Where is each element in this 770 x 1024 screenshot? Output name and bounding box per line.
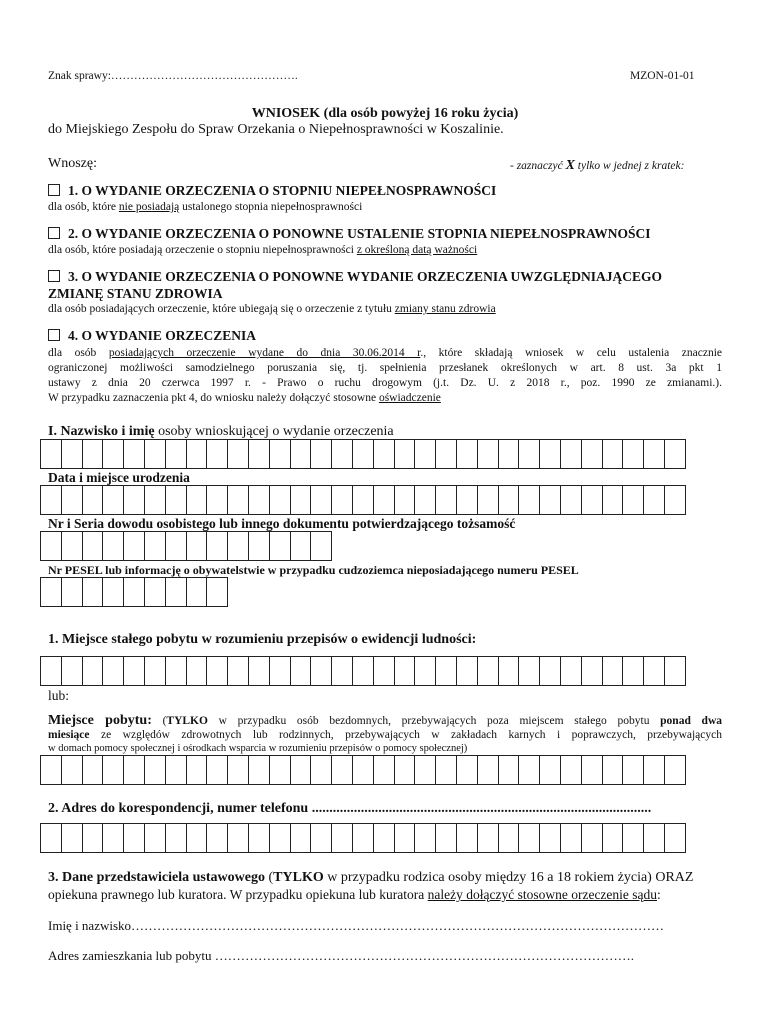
input-cell[interactable] xyxy=(82,755,104,785)
input-cell[interactable] xyxy=(435,823,457,853)
input-cell[interactable] xyxy=(310,656,332,686)
request-label: Wnoszę: xyxy=(48,156,97,171)
input-cell[interactable] xyxy=(602,755,624,785)
rep-text: opiekuna prawnego lub kuratora. W przypadku opiekuna lub kuratora xyxy=(48,887,428,902)
input-cell[interactable] xyxy=(102,755,124,785)
input-cell[interactable] xyxy=(186,823,208,853)
desc-text: ., które składają wniosek w celu ustalenia znacznie xyxy=(420,347,723,359)
input-cell[interactable] xyxy=(373,656,395,686)
input-cell[interactable] xyxy=(186,656,208,686)
input-cell[interactable] xyxy=(82,656,104,686)
desc-underlined: posiadających orzeczenie wydane do dnia 30.06.2014 r xyxy=(108,347,421,359)
input-cell[interactable] xyxy=(498,439,520,469)
desc-text: W przypadku zaznaczenia pkt 4, do wniosku należy dołączyć stosowne xyxy=(48,392,379,404)
input-cell[interactable] xyxy=(664,656,686,686)
input-cell[interactable] xyxy=(456,656,478,686)
desc-underlined: z określoną datą ważności xyxy=(356,244,478,256)
input-cell[interactable] xyxy=(331,656,353,686)
input-cell[interactable] xyxy=(227,439,249,469)
input-cell[interactable] xyxy=(414,439,436,469)
input-cell[interactable] xyxy=(394,755,416,785)
input-cell[interactable] xyxy=(331,439,353,469)
stay-label: Miejsce pobytu: xyxy=(48,713,152,728)
stay-line1 xyxy=(48,713,722,729)
input-cell[interactable] xyxy=(664,439,686,469)
desc-text: ustalonego stopnia niepełnosprawności xyxy=(179,201,363,213)
input-cell[interactable] xyxy=(310,755,332,785)
rep-text-bold: TYLKO xyxy=(273,870,324,885)
input-cell[interactable] xyxy=(602,485,624,515)
request-hint xyxy=(510,158,684,174)
input-cell[interactable] xyxy=(435,485,457,515)
rep-text: ( xyxy=(264,870,274,885)
input-cell[interactable] xyxy=(581,485,603,515)
input-cell[interactable] xyxy=(477,823,499,853)
input-cell[interactable] xyxy=(518,485,540,515)
input-cell[interactable] xyxy=(40,439,62,469)
stay-text-bold: TYLKO xyxy=(166,715,208,727)
input-cell[interactable] xyxy=(539,439,561,469)
rep-text: : xyxy=(657,887,661,902)
input-cell[interactable] xyxy=(40,485,62,515)
residence-input-grid[interactable] xyxy=(40,656,685,686)
form-code: MZON-01-01 xyxy=(630,70,695,82)
input-cell[interactable] xyxy=(560,755,582,785)
input-cell[interactable] xyxy=(373,439,395,469)
input-cell[interactable] xyxy=(664,823,686,853)
desc-text: dla osób, które xyxy=(48,201,119,213)
input-cell[interactable] xyxy=(435,439,457,469)
input-cell[interactable] xyxy=(61,439,83,469)
input-cell[interactable] xyxy=(248,823,270,853)
input-cell[interactable] xyxy=(102,823,124,853)
input-cell[interactable] xyxy=(290,755,312,785)
input-cell[interactable] xyxy=(435,656,457,686)
input-cell[interactable] xyxy=(206,755,228,785)
input-cell[interactable] xyxy=(310,485,332,515)
input-cell[interactable] xyxy=(414,656,436,686)
hint-prefix: - zaznaczyć xyxy=(510,160,566,172)
input-cell[interactable] xyxy=(248,439,270,469)
input-cell[interactable] xyxy=(82,439,104,469)
input-cell[interactable] xyxy=(102,656,124,686)
input-cell[interactable] xyxy=(414,485,436,515)
input-cell[interactable] xyxy=(560,656,582,686)
input-cell[interactable] xyxy=(456,439,478,469)
input-cell[interactable] xyxy=(123,656,145,686)
stay-input-grid[interactable] xyxy=(40,755,685,785)
option-1[interactable] xyxy=(48,183,496,199)
input-cell[interactable] xyxy=(602,656,624,686)
rep-name-field[interactable]: Imię i nazwisko…………………………………………………………………………………………………………… xyxy=(48,918,665,933)
input-cell[interactable] xyxy=(373,823,395,853)
input-cell[interactable] xyxy=(144,577,166,607)
input-cell[interactable] xyxy=(456,823,478,853)
desc-text: dla osób xyxy=(48,347,109,359)
birth-label: Data i miejsce urodzenia xyxy=(48,470,190,485)
input-cell[interactable] xyxy=(331,823,353,853)
input-cell[interactable] xyxy=(290,823,312,853)
option-2-title: 2. O WYDANIE ORZECZENIA O PONOWNE USTALENIE STOPNIA NIEPEŁNOSPRAWNOŚCI xyxy=(68,226,651,241)
input-cell[interactable] xyxy=(664,485,686,515)
input-cell[interactable] xyxy=(61,823,83,853)
option-4-line3: ustawy z dnia 20 czerwca 1997 r. - Prawo o ruchu drogowym (j.t. Dz. U. z 2018 r., poz. 1990 ze zmianami.). xyxy=(48,377,722,389)
input-cell[interactable] xyxy=(227,755,249,785)
input-cell[interactable] xyxy=(269,485,291,515)
input-cell[interactable] xyxy=(186,439,208,469)
input-cell[interactable] xyxy=(206,577,228,607)
input-cell[interactable] xyxy=(269,531,291,561)
input-cell[interactable] xyxy=(310,823,332,853)
stay-text-bold: miesiące xyxy=(48,729,90,741)
input-cell[interactable] xyxy=(539,485,561,515)
stay-text: ze względów zdrowotnych lub rodzinnych, przebywających w zakładach karnych i poprawczych, przebywających xyxy=(89,729,722,741)
input-cell[interactable] xyxy=(622,656,644,686)
input-cell[interactable] xyxy=(290,439,312,469)
input-cell[interactable] xyxy=(539,823,561,853)
correspondence-heading: 2. Adres do korespondencji, numer telefonu ................................................................................................. xyxy=(48,801,652,816)
option-1-title: 1. O WYDANIE ORZECZENIA O STOPNIU NIEPEŁNOSPRAWNOŚCI xyxy=(68,183,497,198)
input-cell[interactable] xyxy=(643,823,665,853)
input-cell[interactable] xyxy=(165,755,187,785)
input-cell[interactable] xyxy=(40,531,62,561)
option-1-checkbox[interactable] xyxy=(48,184,60,196)
input-cell[interactable] xyxy=(498,485,520,515)
option-4-title: 4. O WYDANIE ORZECZENIA xyxy=(68,328,257,343)
hint-suffix: tylko w jednej z kratek: xyxy=(574,160,685,172)
input-cell[interactable] xyxy=(206,439,228,469)
input-cell[interactable] xyxy=(331,485,353,515)
input-cell[interactable] xyxy=(560,485,582,515)
input-cell[interactable] xyxy=(123,755,145,785)
input-cell[interactable] xyxy=(477,755,499,785)
input-cell[interactable] xyxy=(165,531,187,561)
input-cell[interactable] xyxy=(82,577,104,607)
input-cell[interactable] xyxy=(144,823,166,853)
input-cell[interactable] xyxy=(165,485,187,515)
input-cell[interactable] xyxy=(643,755,665,785)
input-cell[interactable] xyxy=(352,755,374,785)
input-cell[interactable] xyxy=(622,439,644,469)
input-cell[interactable] xyxy=(581,439,603,469)
input-cell[interactable] xyxy=(144,439,166,469)
input-cell[interactable] xyxy=(144,485,166,515)
input-cell[interactable] xyxy=(123,577,145,607)
input-cell[interactable] xyxy=(456,485,478,515)
input-cell[interactable] xyxy=(123,823,145,853)
id-doc-input-grid[interactable] xyxy=(40,531,331,561)
option-2-desc xyxy=(48,244,477,256)
option-4-line1 xyxy=(48,346,722,361)
id-doc-label: Nr i Seria dowodu osobistego lub innego dokumentu potwierdzającego tożsamość xyxy=(48,516,516,531)
input-cell[interactable] xyxy=(186,577,208,607)
input-cell[interactable] xyxy=(123,439,145,469)
input-cell[interactable] xyxy=(290,531,312,561)
input-cell[interactable] xyxy=(248,755,270,785)
case-number-label: Znak sprawy:…………………………………………. xyxy=(48,70,298,82)
input-cell[interactable] xyxy=(227,823,249,853)
input-cell[interactable] xyxy=(269,823,291,853)
input-cell[interactable] xyxy=(435,755,457,785)
input-cell[interactable] xyxy=(414,755,436,785)
input-cell[interactable] xyxy=(227,485,249,515)
input-cell[interactable] xyxy=(394,656,416,686)
input-cell[interactable] xyxy=(560,823,582,853)
input-cell[interactable] xyxy=(144,531,166,561)
input-cell[interactable] xyxy=(82,823,104,853)
input-cell[interactable] xyxy=(227,531,249,561)
input-cell[interactable] xyxy=(165,577,187,607)
input-cell[interactable] xyxy=(61,577,83,607)
input-cell[interactable] xyxy=(269,656,291,686)
input-cell[interactable] xyxy=(581,755,603,785)
input-cell[interactable] xyxy=(144,656,166,686)
residence-heading: 1. Miejsce stałego pobytu w rozumieniu przepisów o ewidencji ludności: xyxy=(48,632,477,647)
option-4[interactable] xyxy=(48,328,256,344)
input-cell[interactable] xyxy=(518,823,540,853)
representative-line2 xyxy=(48,887,661,903)
rep-text: w przypadku rodzica osoby między 16 a 18 rokiem życia) ORAZ xyxy=(323,870,694,885)
desc-underlined: nie posiadają xyxy=(118,201,180,213)
option-3-title-line1: 3. O WYDANIE ORZECZENIA O PONOWNE WYDANIE ORZECZENIA UWZGLĘDNIAJĄCEGO xyxy=(68,269,662,284)
input-cell[interactable] xyxy=(518,439,540,469)
rep-text-underlined: należy dołączyć stosowne orzeczenie sądu xyxy=(427,887,658,902)
input-cell[interactable] xyxy=(331,755,353,785)
rep-heading-bold: 3. Dane przedstawiciela ustawowego xyxy=(48,870,265,885)
hint-x: X xyxy=(565,158,575,173)
input-cell[interactable] xyxy=(61,755,83,785)
input-cell[interactable] xyxy=(581,823,603,853)
input-cell[interactable] xyxy=(269,755,291,785)
input-cell[interactable] xyxy=(61,531,83,561)
input-cell[interactable] xyxy=(82,485,104,515)
input-cell[interactable] xyxy=(352,823,374,853)
input-cell[interactable] xyxy=(61,485,83,515)
pesel-input-grid[interactable] xyxy=(40,577,227,607)
input-cell[interactable] xyxy=(269,439,291,469)
input-cell[interactable] xyxy=(518,656,540,686)
input-cell[interactable] xyxy=(290,485,312,515)
input-cell[interactable] xyxy=(498,656,520,686)
input-cell[interactable] xyxy=(539,656,561,686)
input-cell[interactable] xyxy=(373,485,395,515)
input-cell[interactable] xyxy=(102,577,124,607)
input-cell[interactable] xyxy=(248,531,270,561)
input-cell[interactable] xyxy=(206,531,228,561)
input-cell[interactable] xyxy=(144,755,166,785)
input-cell[interactable] xyxy=(206,485,228,515)
desc-text: dla osób, które posiadają orzeczenie o stopniu niepełnosprawności xyxy=(48,244,357,256)
input-cell[interactable] xyxy=(206,823,228,853)
input-cell[interactable] xyxy=(622,823,644,853)
name-label-bold: I. Nazwisko i imię xyxy=(48,424,155,439)
rep-address-field[interactable]: Adres zamieszkania lub pobytu ……………………………………………………………………………………. xyxy=(48,948,635,963)
input-cell[interactable] xyxy=(165,439,187,469)
name-label xyxy=(48,424,394,440)
input-cell[interactable] xyxy=(227,656,249,686)
input-cell[interactable] xyxy=(581,656,603,686)
input-cell[interactable] xyxy=(40,755,62,785)
input-cell[interactable] xyxy=(102,531,124,561)
option-1-desc xyxy=(48,201,362,213)
input-cell[interactable] xyxy=(373,755,395,785)
input-cell[interactable] xyxy=(40,656,62,686)
input-cell[interactable] xyxy=(290,656,312,686)
input-cell[interactable] xyxy=(394,485,416,515)
input-cell[interactable] xyxy=(165,656,187,686)
input-cell[interactable] xyxy=(539,755,561,785)
name-label-rest: osoby wnioskującej o wydanie orzeczenia xyxy=(154,424,394,439)
input-cell[interactable] xyxy=(352,439,374,469)
input-cell[interactable] xyxy=(456,755,478,785)
pesel-label: Nr PESEL lub informację o obywatelstwie w przypadku cudzoziemca nieposiadającego numeru PESEL xyxy=(48,563,579,577)
stay-line3: w domach pomocy społecznej i ośrodkach wsparcia w rozumieniu przepisów o pomocy społecznej) xyxy=(48,743,468,754)
input-cell[interactable] xyxy=(477,656,499,686)
option-3[interactable] xyxy=(48,269,662,285)
input-cell[interactable] xyxy=(560,439,582,469)
stay-text-bold: ponad dwa xyxy=(660,715,722,727)
input-cell[interactable] xyxy=(165,823,187,853)
input-cell[interactable] xyxy=(123,531,145,561)
input-cell[interactable] xyxy=(186,485,208,515)
input-cell[interactable] xyxy=(622,485,644,515)
input-cell[interactable] xyxy=(61,656,83,686)
input-cell[interactable] xyxy=(643,485,665,515)
input-cell[interactable] xyxy=(664,755,686,785)
input-cell[interactable] xyxy=(186,531,208,561)
input-cell[interactable] xyxy=(498,755,520,785)
input-cell[interactable] xyxy=(477,439,499,469)
option-3-checkbox[interactable] xyxy=(48,270,60,282)
desc-text: dla osób posiadających orzeczenie, które ubiegają się o orzeczenie z tytułu xyxy=(48,303,395,315)
birth-input-grid[interactable] xyxy=(40,485,685,515)
input-cell[interactable] xyxy=(518,755,540,785)
input-cell[interactable] xyxy=(394,439,416,469)
or-label: lub: xyxy=(48,688,70,703)
correspondence-input-grid[interactable] xyxy=(40,823,685,853)
input-cell[interactable] xyxy=(310,531,332,561)
input-cell[interactable] xyxy=(622,755,644,785)
input-cell[interactable] xyxy=(602,823,624,853)
input-cell[interactable] xyxy=(414,823,436,853)
input-cell[interactable] xyxy=(352,485,374,515)
input-cell[interactable] xyxy=(102,485,124,515)
option-4-line2: ograniczonej możliwości samodzielnego poruszania się, tj. spełnienia przesłanek określonych w art. 8 ust. 3a pkt 1 xyxy=(48,362,722,374)
input-cell[interactable] xyxy=(643,439,665,469)
input-cell[interactable] xyxy=(310,439,332,469)
input-cell[interactable] xyxy=(123,485,145,515)
input-cell[interactable] xyxy=(643,656,665,686)
input-cell[interactable] xyxy=(248,656,270,686)
form-subtitle: do Miejskiego Zespołu do Spraw Orzekania o Niepełnosprawności w Koszalinie. xyxy=(48,122,504,137)
input-cell[interactable] xyxy=(602,439,624,469)
input-cell[interactable] xyxy=(498,823,520,853)
stay-text: ( xyxy=(151,715,167,727)
input-cell[interactable] xyxy=(40,577,62,607)
option-2[interactable] xyxy=(48,226,651,242)
stay-text: w przypadku osób bezdomnych, przebywających poza miejscem stałego pobytu xyxy=(207,715,661,727)
option-2-checkbox[interactable] xyxy=(48,227,60,239)
input-cell[interactable] xyxy=(82,531,104,561)
name-input-grid[interactable] xyxy=(40,439,685,469)
input-cell[interactable] xyxy=(40,823,62,853)
desc-underlined: zmiany stanu zdrowia xyxy=(394,303,496,315)
input-cell[interactable] xyxy=(248,485,270,515)
representative-heading xyxy=(48,870,693,886)
input-cell[interactable] xyxy=(352,656,374,686)
input-cell[interactable] xyxy=(206,656,228,686)
option-3-desc xyxy=(48,303,496,315)
input-cell[interactable] xyxy=(186,755,208,785)
option-3-title-line2: ZMIANĘ STANU ZDROWIA xyxy=(48,286,223,301)
option-4-checkbox[interactable] xyxy=(48,329,60,341)
option-4-line4 xyxy=(48,391,441,406)
stay-line2 xyxy=(48,728,722,743)
input-cell[interactable] xyxy=(394,823,416,853)
input-cell[interactable] xyxy=(102,439,124,469)
input-cell[interactable] xyxy=(477,485,499,515)
desc-underlined: oświadczenie xyxy=(378,392,441,404)
form-title: WNIOSEK (dla osób powyżej 16 roku życia) xyxy=(251,106,519,121)
